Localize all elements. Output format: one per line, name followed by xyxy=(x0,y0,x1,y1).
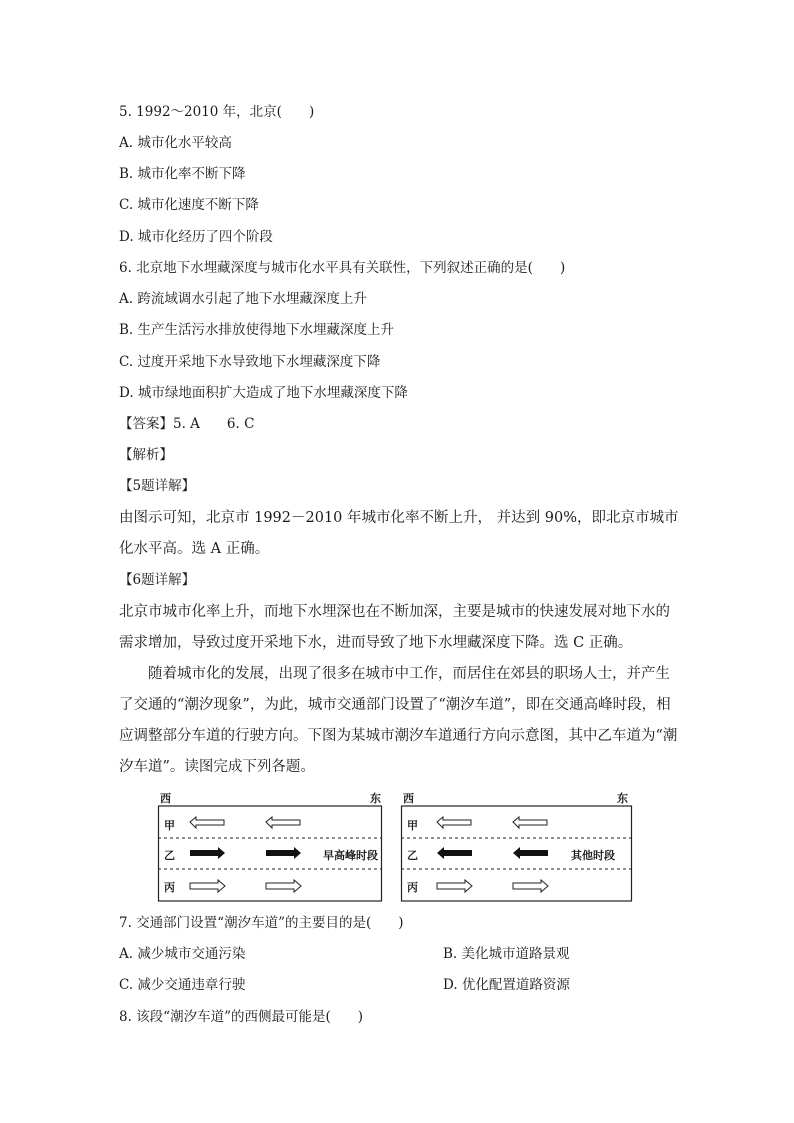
road-lanes-graphic xyxy=(158,790,398,902)
lane-label-yi: 乙 xyxy=(164,849,175,862)
q5-option-a: A. 城市化水平较高 xyxy=(119,135,232,151)
q5-option-d: D. 城市化经历了四个阶段 xyxy=(119,229,273,245)
lane-jia-arrow-1 xyxy=(190,817,224,828)
lane-yi-arrow-1 xyxy=(190,847,225,859)
east-label: 东 xyxy=(370,792,381,805)
period-label-other: 其他时段 xyxy=(571,849,615,862)
west-label: 西 xyxy=(160,792,171,805)
lane-jia-arrow-2 xyxy=(266,817,300,828)
q7-option-b: B. 美化城市道路景观 xyxy=(443,946,570,962)
lane-bing-arrow-1 xyxy=(190,880,225,892)
q6-detail-label: 【6题详解】 xyxy=(119,572,196,588)
q6-stem: 6. 北京地下水埋藏深度与城市化水平具有关联性，下列叙述正确的是( ) xyxy=(119,260,566,276)
lane-yi-arrow-1 xyxy=(437,847,472,859)
road-lanes-graphic xyxy=(401,790,641,902)
lane-label-jia: 甲 xyxy=(164,819,175,832)
lane-label-jia: 甲 xyxy=(407,819,418,832)
analysis-label: 【解析】 xyxy=(119,447,173,463)
q8-stem: 8. 该段“潮汐车道”的西侧最可能是( ) xyxy=(119,1009,364,1025)
lane-bing-arrow-2 xyxy=(513,880,548,892)
q6-detail-text: 北京市城市化率上升，而地下水埋深也在不断加深，主要是城市的快速发展对地下水的需求增加，导致过度开采地下水，进而导致了地下水埋藏深度下降。选 C 正确。 xyxy=(119,604,670,651)
q7-option-c: C. 减少交通违章行驶 xyxy=(119,977,246,993)
q6-option-c: C. 过度开采地下水导致地下水埋藏深度下降 xyxy=(119,354,381,370)
q5-option-b: B. 城市化率不断下降 xyxy=(119,166,246,182)
q5-stem: 5. 1992～2010 年，北京( ) xyxy=(119,104,315,120)
lane-label-yi: 乙 xyxy=(407,849,418,862)
q7-option-a: A. 减少城市交通污染 xyxy=(119,946,246,962)
lane-yi-arrow-2 xyxy=(266,847,301,859)
period-label-morning: 早高峰时段 xyxy=(323,849,378,862)
q6-option-b: B. 生产生活污水排放使得地下水埋藏深度上升 xyxy=(119,322,395,338)
q5-option-c: C. 城市化速度不断下降 xyxy=(119,197,259,213)
q5-detail-text: 由图示可知，北京市 1992－2010 年城市化率不断上升， 并达到 90%，即北京市城市化水平高。选 A 正确。 xyxy=(119,510,679,557)
diagram-other-periods xyxy=(401,790,641,902)
answer-line: 【答案】5. A 6. C xyxy=(119,416,255,432)
lane-jia-arrow-2 xyxy=(513,817,547,828)
lane-bing-arrow-2 xyxy=(266,880,301,892)
lane-bing-arrow-1 xyxy=(437,880,472,892)
intro-paragraph: 随着城市化的发展，出现了很多在城市中工作，而居住在郊县的职场人士，并产生了交通的“潮汐现象”，为此，城市交通部门设置了“潮汐车道”，即在交通高峰时段，相应调整部分车道的行驶方向。下图为某城市潮汐车道通行方向示意图，其中乙车道为“潮汐车道”。读图完成下列各题。 xyxy=(119,666,678,775)
q6-option-a: A. 跨流域调水引起了地下水埋藏深度上升 xyxy=(119,291,367,307)
q7-option-d: D. 优化配置道路资源 xyxy=(443,977,570,993)
lane-label-bing: 丙 xyxy=(407,881,418,894)
q7-stem: 7. 交通部门设置“潮汐车道”的主要目的是( ) xyxy=(119,915,404,931)
diagram-morning-peak xyxy=(158,790,398,902)
west-label: 西 xyxy=(403,792,414,805)
east-label: 东 xyxy=(617,792,628,805)
lane-jia-arrow-1 xyxy=(437,817,471,828)
q6-option-d: D. 城市绿地面积扩大造成了地下水埋藏深度下降 xyxy=(119,385,408,401)
q5-detail-label: 【5题详解】 xyxy=(119,478,196,494)
lane-label-bing: 丙 xyxy=(164,881,175,894)
lane-yi-arrow-2 xyxy=(513,847,548,859)
